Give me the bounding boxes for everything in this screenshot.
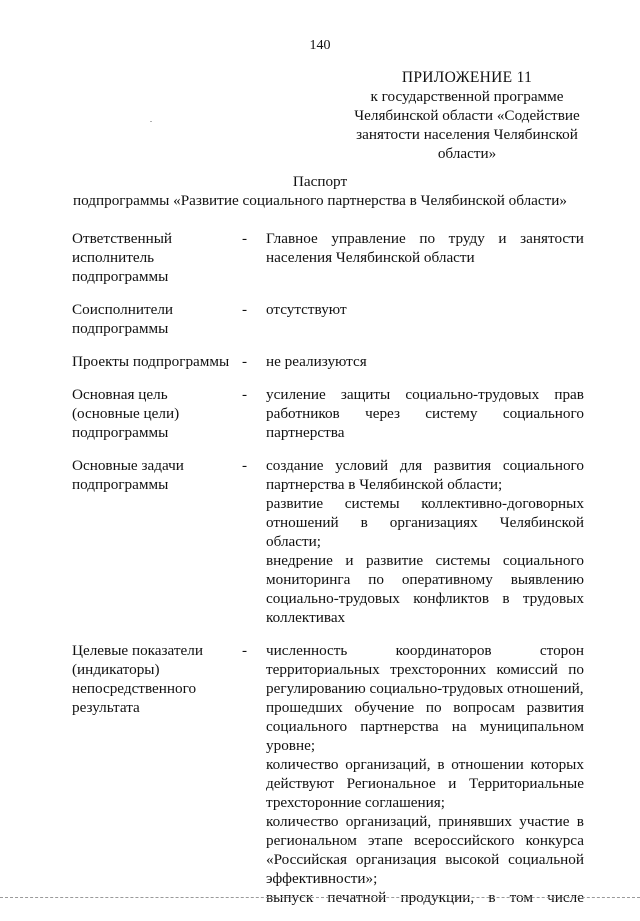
row-value-word: Региональное: [346, 775, 436, 792]
row-value-word: в: [360, 514, 368, 531]
row-value-word: координаторов: [395, 642, 492, 659]
row-value-word: выявлению: [510, 571, 584, 588]
row-value-word: региональном: [266, 832, 357, 849]
row-value-line: трехсторонние соглашения;: [266, 794, 446, 811]
row-value-word: организациях: [389, 514, 478, 531]
row-label-line: (индикаторы): [72, 661, 160, 678]
row-value-line-justified: [266, 755, 584, 774]
row-value-word: организаций,: [345, 813, 432, 830]
row-value-line-justified: [266, 641, 584, 660]
row-value-word: социально-трудовых: [266, 590, 400, 607]
row-value-line-justified: [266, 698, 584, 717]
row-value-word: в: [437, 756, 445, 773]
row-value-line-justified: [266, 831, 584, 850]
row-label-line: Соисполнители: [72, 301, 174, 318]
passport-row: [72, 385, 584, 456]
row-dash: [240, 229, 266, 300]
scan-speck: [150, 121, 152, 122]
row-value-line-justified: [266, 385, 584, 404]
row-value-word: отношении: [451, 756, 524, 773]
row-value-word: комиссий: [496, 661, 558, 678]
row-value-word: количество: [266, 756, 339, 773]
appendix-line: области»: [437, 145, 497, 162]
page-number: 140: [309, 38, 331, 53]
row-value-word: социальной: [508, 851, 584, 868]
row-value-word: занятости: [520, 230, 584, 247]
passport-row: [72, 456, 584, 641]
row-value-word: организаций,: [345, 756, 431, 773]
appendix-line: занятости населения Челябинской: [356, 126, 578, 143]
row-value-word: партнерства: [360, 718, 439, 735]
row-dash-mark: -: [242, 230, 248, 247]
row-value-word: для: [399, 457, 423, 474]
row-value-word: территориальных: [266, 661, 380, 678]
row-value-word: по: [568, 661, 584, 678]
row-value-word: условий: [335, 457, 389, 474]
row-value-word: трудовых: [522, 590, 584, 607]
row-label: [72, 352, 240, 385]
row-label-line: подпрограммы: [72, 476, 169, 493]
row-dash: [240, 352, 266, 385]
row-value-word: оперативному: [401, 571, 493, 588]
row-value: [266, 352, 584, 385]
row-value: [266, 229, 584, 300]
row-value-word: развития: [433, 457, 492, 474]
row-value-line-justified: [266, 812, 584, 831]
appendix-header: [336, 68, 598, 163]
row-value-word: создание: [266, 457, 324, 474]
row-value-word: том: [509, 889, 533, 906]
row-value-word: и: [448, 775, 457, 792]
passport-title: Паспорт: [292, 173, 348, 190]
row-value-word: развитие: [266, 495, 324, 512]
row-dash-mark: -: [242, 301, 248, 318]
row-value-word: социально-трудовых: [405, 386, 540, 403]
row-value-word: и: [498, 230, 507, 247]
row-value-word: числе: [547, 889, 584, 906]
row-label-line: результата: [72, 699, 140, 716]
row-value-line-justified: [266, 513, 584, 532]
row-dash-mark: -: [242, 642, 248, 659]
row-value-line-justified: [266, 456, 584, 475]
row-value-word: усиление: [266, 386, 326, 403]
row-label-line: Основные задачи: [72, 457, 184, 474]
row-value-word: организация: [355, 851, 437, 868]
row-dash-mark: -: [242, 386, 248, 403]
row-value-word: и: [345, 552, 354, 569]
row-label: [72, 641, 240, 921]
row-label-line: непосредственного: [72, 680, 197, 697]
row-value-word: систему: [425, 405, 478, 422]
row-value-word: на: [451, 718, 467, 735]
row-value-word: численность: [266, 642, 348, 659]
row-value-word: конкурса: [525, 832, 584, 849]
row-value-line-justified: [266, 589, 584, 608]
row-label-line: подпрограммы: [72, 424, 169, 441]
appendix-line: Челябинской области «Содействие: [354, 107, 580, 124]
passport-table: [72, 229, 584, 921]
row-value-word: принявших: [438, 813, 512, 830]
row-value-word: прошедших: [266, 699, 343, 716]
row-value-word: Территориальные: [469, 775, 584, 792]
row-value-line-justified: [266, 494, 584, 513]
row-value-line: отсутствуют: [266, 301, 347, 318]
row-value-line-justified: [266, 660, 584, 679]
row-label-line: подпрограммы: [72, 320, 169, 337]
row-value-line: эффективности»;: [266, 870, 378, 887]
row-value-line: уровне;: [266, 737, 316, 754]
row-value-line-justified: [266, 774, 584, 793]
appendix-title: ПРИЛОЖЕНИЕ 11: [401, 69, 533, 86]
row-value-word: обучение: [354, 699, 415, 716]
row-value: [266, 300, 584, 352]
row-value-word: отношений: [266, 514, 339, 531]
row-label-line: исполнитель: [72, 249, 155, 266]
row-value-word: трехсторонних: [390, 661, 487, 678]
row-value-word: этапе: [368, 832, 403, 849]
row-value-line: регулированию социально-трудовых отношений,: [266, 680, 584, 697]
row-value-word: социального: [502, 405, 584, 422]
row-dash: [240, 300, 266, 352]
row-label-line: Проекты подпрограммы: [72, 353, 230, 370]
row-value-word: коллективно-договорных: [421, 495, 584, 512]
row-dash: [240, 641, 266, 921]
passport-row: [72, 641, 584, 921]
row-value-word: работников: [266, 405, 340, 422]
passport-subtitle: подпрограммы «Развитие социального партнерства в Челябинской области»: [72, 192, 568, 209]
row-value-line: не реализуются: [266, 353, 367, 370]
row-value-word: системы: [344, 495, 400, 512]
row-value-line: области;: [266, 533, 321, 550]
row-value: [266, 385, 584, 456]
row-value-line: партнерства в Челябинской области;: [266, 476, 503, 493]
row-value-word: защиты: [340, 386, 391, 403]
row-value-word: которых: [530, 756, 584, 773]
appendix-line: к государственной программе: [370, 88, 564, 105]
row-value-line-justified: [266, 404, 584, 423]
row-dash-mark: -: [242, 457, 248, 474]
row-value-word: по: [419, 230, 436, 247]
row-label: [72, 385, 240, 456]
row-value-word: мониторинга: [266, 571, 351, 588]
row-value-word: через: [365, 405, 400, 422]
row-value-word: социального: [502, 457, 584, 474]
row-value-word: развитие: [365, 552, 424, 569]
row-value-word: печатной: [327, 889, 387, 906]
row-value-word: социального: [266, 718, 348, 735]
row-value-word: действуют: [266, 775, 335, 792]
row-value-word: развития: [526, 699, 584, 716]
passport-row: [72, 352, 584, 385]
row-label: [72, 300, 240, 352]
row-value-word: в: [576, 813, 584, 830]
row-value: [266, 641, 584, 921]
row-value-word: всероссийского: [413, 832, 515, 849]
row-value-word: участие: [519, 813, 570, 830]
row-value-word: выпуск: [266, 889, 314, 906]
row-value-word: управление: [331, 230, 406, 247]
row-value-line: коллективах: [266, 609, 346, 626]
passport-row: [72, 229, 584, 300]
passport-row: [72, 300, 584, 352]
row-value-word: в: [488, 889, 496, 906]
passport-table-body: [72, 229, 584, 921]
row-value-line-justified: [266, 570, 584, 589]
row-label: [72, 456, 240, 641]
row-label-line: Целевые показатели: [72, 642, 203, 659]
row-value-word: высокой: [445, 851, 500, 868]
row-value-word: прав: [554, 386, 584, 403]
row-value-word: сторон: [539, 642, 584, 659]
row-value-word: системы: [435, 552, 491, 569]
row-value-word: «Российская: [266, 851, 347, 868]
row-dash: [240, 385, 266, 456]
row-label-line: (основные цели): [72, 405, 180, 422]
row-value-line-justified: [266, 551, 584, 570]
row-value-line-justified: [266, 717, 584, 736]
row-value-word: Главное: [266, 230, 318, 247]
row-value-word: Челябинской: [499, 514, 584, 531]
row-value-word: внедрение: [266, 552, 333, 569]
row-value-word: труду: [448, 230, 485, 247]
row-value-line: партнерства: [266, 424, 345, 441]
row-value-word: социального: [502, 552, 584, 569]
page-bottom-rule: [0, 897, 640, 898]
row-value-word: муниципальном: [479, 718, 584, 735]
row-label: [72, 229, 240, 300]
row-value-word: конфликтов: [413, 590, 490, 607]
row-dash: [240, 456, 266, 641]
row-value-line-justified: [266, 229, 584, 248]
row-label-line: Ответственный: [72, 230, 173, 247]
row-value-word: в: [502, 590, 510, 607]
row-value-word: по: [368, 571, 384, 588]
row-label-line: Основная цель: [72, 386, 168, 403]
row-dash-mark: -: [242, 353, 248, 370]
row-value-word: вопросам: [453, 699, 515, 716]
row-value-line-justified: [266, 850, 584, 869]
row-value-word: продукции,: [400, 889, 475, 906]
row-label-line: подпрограммы: [72, 268, 169, 285]
row-value-word: по: [425, 699, 442, 716]
row-value: [266, 456, 584, 641]
row-value-line: населения Челябинской области: [266, 249, 475, 266]
row-value-word: количество: [266, 813, 339, 830]
